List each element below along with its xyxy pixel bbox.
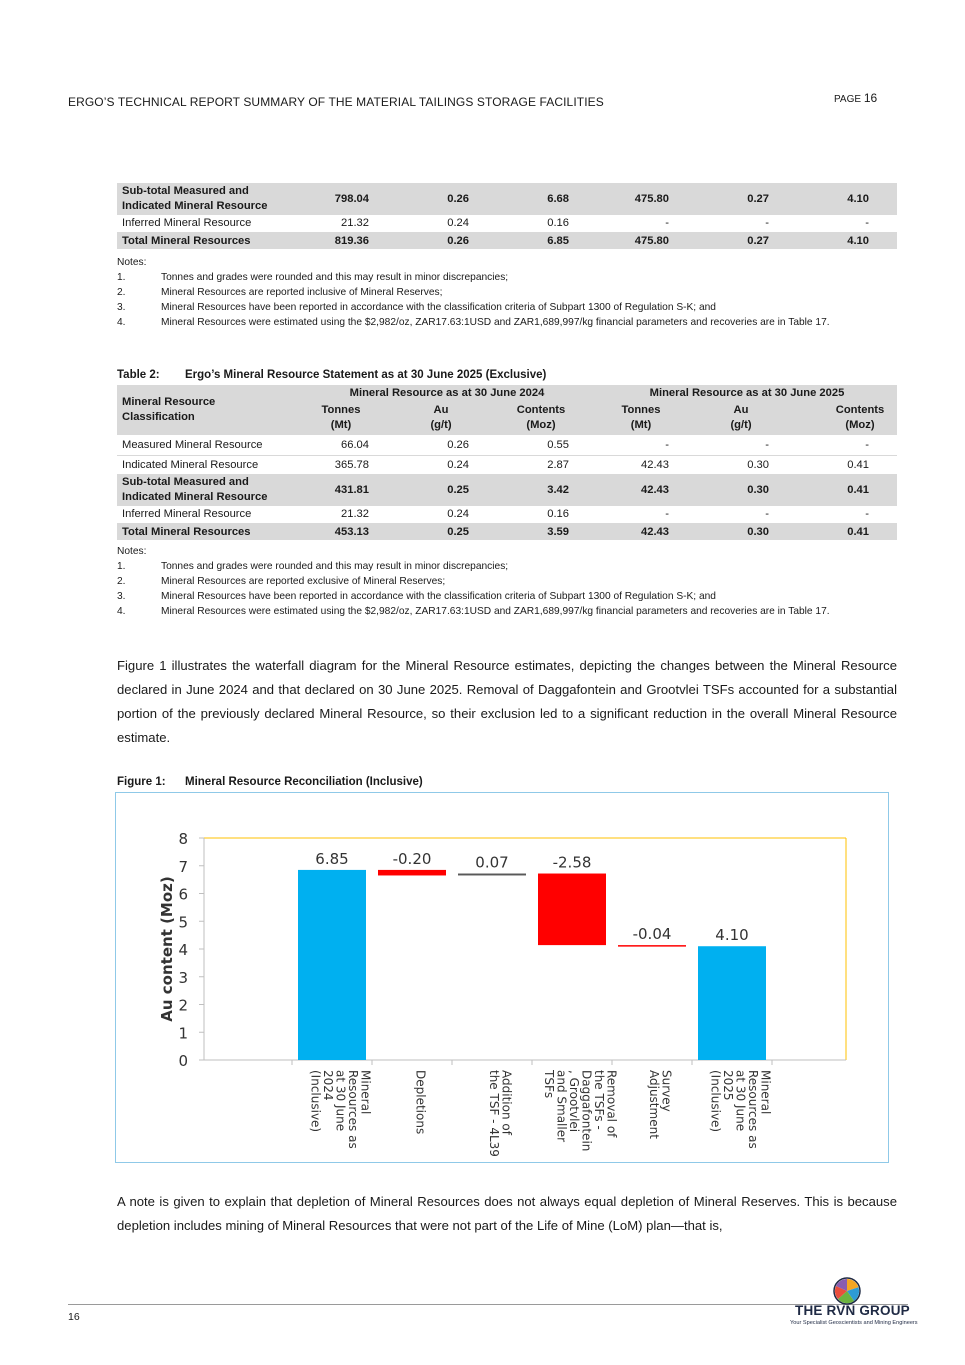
- table-row-total: Total Mineral Resources 453.13 0.25 3.59 42.43 0.30 0.41: [117, 523, 897, 540]
- table2-caption: Table 2: Ergo’s Mineral Resource Statement as at 30 June 2025 (Exclusive): [117, 369, 547, 381]
- data-label: 6.85: [315, 849, 349, 868]
- rvn-logo-tagline: Your Specialist Geoscientists and Mining Engineers: [790, 1320, 918, 1326]
- x-tick-label: [708, 1070, 772, 1149]
- table1-notes: Notes: 1. Tonnes and grades were rounded and this may result in minor discrepancies; 2. Mineral Resources are reported inclusive of Mineral Reserves; 3. Mineral Resources have been reported in accordance with the classification criteria of Subpart 1300 of Regulation S-K; and 4. Mineral Resources were estimated using the $2,982/oz, ZAR17.63:1USD and ZAR1,689,997/kg financial parameters and recoveries are in Table 17.: [117, 257, 830, 328]
- x-tick-label: [487, 1070, 514, 1157]
- x-tick-label-line: at 30 June: [733, 1070, 748, 1132]
- page-number: 16: [863, 91, 878, 105]
- x-tick-label-line: Daggafontein: [579, 1070, 594, 1152]
- waterfall-bar: [698, 946, 766, 1060]
- y-tick-label: 7: [178, 857, 188, 876]
- y-tick-label: 5: [178, 913, 188, 932]
- waterfall-bar: [618, 945, 686, 947]
- x-tick-label-line: Mineral: [358, 1070, 373, 1115]
- x-tick-label-line: Adjustment: [647, 1070, 661, 1139]
- x-tick-label-line: 2025: [720, 1070, 735, 1101]
- rvn-logo-icon: [833, 1277, 861, 1305]
- x-tick-label-line: (Inclusive): [308, 1070, 323, 1133]
- x-tick-label: [413, 1070, 427, 1134]
- data-label: -0.04: [632, 925, 672, 944]
- x-tick-label-line: the TSFs -: [592, 1070, 606, 1130]
- table-row: Indicated Mineral Resource 365.78 0.24 2.87 42.43 0.30 0.41: [117, 455, 897, 474]
- x-tick-label-line: TSFs: [542, 1070, 556, 1099]
- y-tick-label: 1: [178, 1024, 188, 1043]
- table2-notes: Notes: 1. Tonnes and grades were rounded and this may result in minor discrepancies; 2. Mineral Resources are reported exclusive of Mineral Reserves; 3. Mineral Resources have been reported in accordance with the classification criteria of Subpart 1300 of Regulation S-K; and 4. Mineral Resources were estimated using the $2,982/oz, ZAR17.63:1USD and ZAR1,689,997/kg financial parameters and recoveries are in Table 17.: [117, 546, 830, 617]
- data-label: 0.07: [475, 853, 509, 872]
- x-tick-label-line: Addition of: [499, 1070, 514, 1135]
- report-title: ERGO’S TECHNICAL REPORT SUMMARY OF THE MATERIAL TAILINGS STORAGE FACILITIES: [68, 95, 604, 109]
- table-row-total: Total Mineral Resources 819.36 0.26 6.85 475.80 0.27 4.10: [117, 232, 897, 249]
- x-tick-label-line: Survey: [659, 1070, 674, 1112]
- y-tick-label: 2: [178, 996, 188, 1015]
- table2: [117, 385, 897, 540]
- table2-header-row-1: [117, 385, 897, 401]
- x-tick-label-line: and Smaller: [554, 1070, 569, 1143]
- table-row: Sub-total Measured and Indicated Mineral Resource 798.04 0.26 6.68 475.80 0.27 4.10: [117, 183, 897, 215]
- y-tick-label: 6: [178, 885, 188, 904]
- y-tick-label: 4: [178, 941, 188, 959]
- page-label-text: PAGE: [834, 94, 862, 105]
- waterfall-chart: [116, 793, 888, 1162]
- waterfall-bar: [298, 870, 366, 1060]
- table-row: Inferred Mineral Resource 21.32 0.24 0.16 - - -: [117, 506, 897, 523]
- x-tick-label: [647, 1070, 674, 1139]
- x-tick-label-line: Mineral: [758, 1070, 773, 1115]
- x-tick-label: [542, 1069, 619, 1151]
- rvn-logo-text: THE RVN GROUP: [795, 1303, 910, 1318]
- y-axis-label: Au content (Moz): [158, 876, 176, 1022]
- x-tick-label-line: at 30 June: [333, 1070, 348, 1132]
- x-tick-label-line: Resources as: [745, 1070, 760, 1149]
- body-paragraph-depletion-note: A note is given to explain that depletion of Mineral Resources does not always equal depletion of Mineral Reserves. This is because depletion includes mining of Mineral Resources that were not part of the Life of Mine (LoM) plan—that is,: [117, 1194, 897, 1233]
- x-tick-label-line: 2024: [320, 1070, 335, 1101]
- y-tick-label: 3: [178, 968, 188, 987]
- x-tick-label-line: Removal of: [604, 1070, 619, 1138]
- table-row: Measured Mineral Resource 66.04 0.26 0.55 - - -: [117, 435, 897, 455]
- page-label: [834, 91, 877, 105]
- table2-header-row-2: Tonnes (Mt) Au (g/t) Contents (Moz) Tonnes (Mt) Au (g/t) Contents (Moz): [117, 401, 897, 435]
- x-tick-label-line: , Grootvlei: [567, 1070, 581, 1133]
- x-tick-label-line: Resources as: [345, 1070, 360, 1149]
- figure1-frame: [115, 792, 889, 1163]
- waterfall-bar: [458, 874, 526, 876]
- footer-page-number: 16: [68, 1311, 80, 1323]
- table1-tail: [117, 183, 897, 249]
- data-label: -0.20: [392, 849, 432, 868]
- table2-header-group-2024: Mineral Resource as at 30 June 2024: [297, 385, 597, 401]
- table2-header-group-2025: Mineral Resource as at 30 June 2025: [597, 385, 897, 401]
- table2-header-classification: Mineral Resource Classification: [117, 385, 297, 435]
- waterfall-bar: [378, 870, 446, 876]
- y-tick-label: 8: [178, 830, 188, 848]
- figure1-caption: Figure 1: Mineral Resource Reconciliation (Inclusive): [117, 776, 423, 788]
- waterfall-bar: [538, 874, 606, 946]
- y-tick-label: 0: [178, 1052, 188, 1070]
- table-row: Inferred Mineral Resource 21.32 0.24 0.16 - - -: [117, 215, 897, 232]
- data-label: -2.58: [552, 853, 592, 872]
- footer-divider: [68, 1304, 908, 1305]
- table-row: Sub-total Measured and Indicated Mineral Resource 431.81 0.25 3.42 42.43 0.30 0.41: [117, 474, 897, 506]
- body-paragraph-figure-intro: Figure 1 illustrates the waterfall diagram for the Mineral Resource estimates, depicting the changes between the Mineral Resource declared in June 2024 and that declared on 30 June 2025. Removal of Daggafontein and Grootvlei TSFs accounted for a substantial portion of the previously declared Mineral Resource, so their exclusion led to a significant reduction in the overall Mineral Resource estimate.: [117, 658, 897, 745]
- x-tick-label: [308, 1070, 372, 1149]
- x-tick-label-line: Depletions: [413, 1070, 428, 1135]
- x-tick-label-line: (Inclusive): [708, 1070, 723, 1133]
- x-tick-label-line: the TSF - 4L39: [487, 1070, 501, 1157]
- data-label: 4.10: [715, 926, 749, 945]
